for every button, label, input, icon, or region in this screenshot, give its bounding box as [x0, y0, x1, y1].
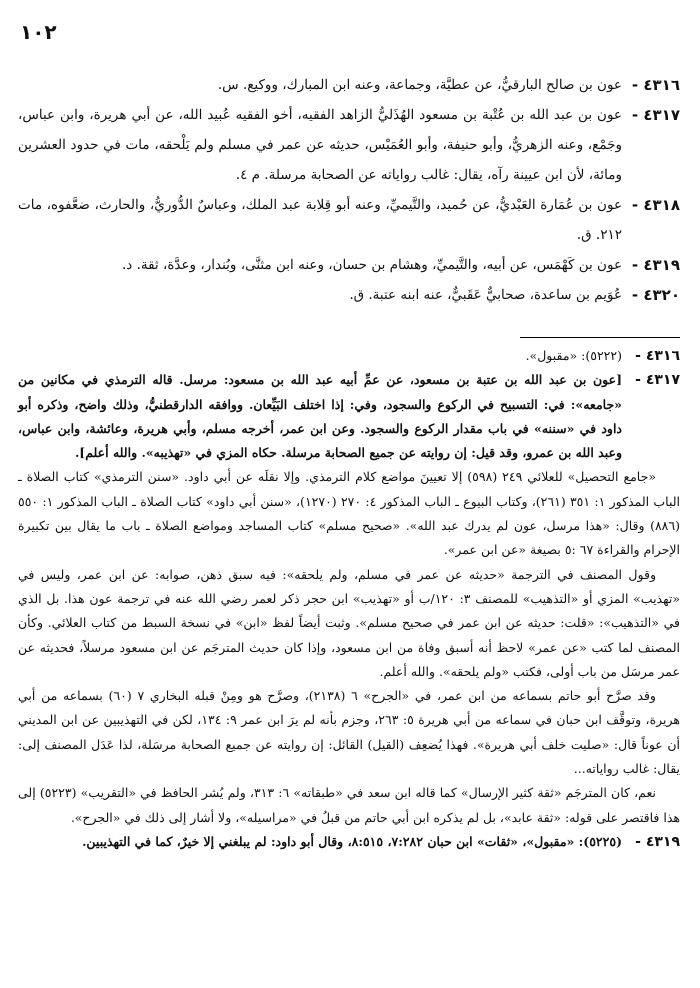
footnote-divider: [520, 337, 680, 338]
entry-number: ٤٣١٨ -: [631, 196, 680, 214]
entry-number: ٤٣١٩ -: [631, 256, 680, 274]
footnotes: [18, 344, 680, 854]
note-number: ٤٣١٦ -: [635, 348, 680, 364]
entry-4320: [18, 280, 680, 310]
note-number: ٤٣١٩ -: [635, 833, 680, 850]
entry-4319: [18, 250, 680, 280]
entry-number: ٤٣٢٠ -: [631, 286, 680, 304]
note-number: ٤٣١٧ -: [635, 372, 680, 389]
entry-text: عون بن صالح البارقيُّ، عن عطيَّة، وجماعة، وعنه ابن المبارك، ووكيع. س.: [217, 77, 622, 93]
note-text: (٥٢٢٢): «مقبول».: [525, 348, 622, 363]
note-paragraph-author-remark: وقول المصنف في الترجمة «حديثه عن عمر في مسلم، ولم يلحقه»: فيه سبق ذهن، صوابه: عن ابن عمر، وليس في «تهذيب» المزي أو «التذهيب» للمصنف ٣: ١٢٠/ب أو «تهذيب» ابن حجر ذكر لعمر رضي الله عنه في ترجمة عون هذا. بل الذي في «التذهيب»: «قلت: حديثه عن ابن عمر في صحيح مسلم». وثبت أيضاً لفظ «ابن» في نسخة السبط من كتاب العلائي. وكأن المصنف لما كتب «عن عمر» لاحظ أنه أسبق وفاة من ابن مسعود، وإذا كان حديث المترجَم عن ابن مسعود مرسلاً، فحديثه عن عمر مرسَل من باب أولى، فكتب «ولم يلحقه». والله أعلم.: [18, 566, 680, 679]
entry-number: ٤٣١٧ -: [631, 106, 680, 124]
entry-text: عون بن عُمَارة العَبْديُّ، عن حُميد، والتَّيميِّ، وعنه أبو قِلابة عبد الملك، وعباسٌ الدُّوريُّ، والحارث، ضعَّفوه، مات ٢١٢. ق.: [18, 197, 622, 243]
entry-4318: [18, 190, 680, 250]
main-text: [18, 70, 680, 310]
entry-text: عون بن كَهْمَس، عن أبيه، والتَّيميِّ، وهشام بن حسان، وعنه ابن مثنَّى، وبُندار، وعدَّة، ثقة. د.: [121, 257, 622, 273]
note-4316: [18, 344, 680, 368]
entry-text: عُوَيم بن ساعدة، صحابيٌّ عَقَبيٌّ، عنه ابنه عتبة. ق.: [349, 287, 622, 303]
note-paragraph-sources: «جامع التحصيل» للعلائي ٢٤٩ (٥٩٨) إلا تعيينَ مواضع كلام الترمذي. وإلا نقلَه عن أبي داود. «سنن الترمذي» كتاب الصلاة ـ الباب المذكور ١: ٣٥١ (٢٦١)، وكتاب البيوع ـ الباب المذكور ٤: ٢٧٠ (١٢٧٠)، «سنن أبي داود» كتاب الصلاة ـ الباب المذكور ١: ٥٥٠ (٨٨٦) وقال: «هذا مرسل، عون لم يدرك عبد الله». «صحيح مسلم» كتاب المساجد ومواضع الصلاة ـ باب ما يقال بين تكبيرة الإحرام والقراءة ٦٧ :٥ بصيغة «عن ابن عمر».: [18, 469, 680, 558]
entry-number: ٤٣١٦ -: [631, 76, 680, 94]
entry-4317: [18, 100, 680, 190]
note-paragraph-conclusion: نعم، كان المترجَم «ثقة كثير الإرسال» كما قاله ابن سعد في «طبقاته» ٦: ٣١٣، ولم يُشر الحافظ في «التقريب» (٥٢٢٣) إلى هذا فاقتصر على قوله: «ثقة عابد»، بل لم يذكره ابن أبي حاتم من قبلُ في «مراسيله»، ولا أشار إلى ذلك في «الجرح».: [18, 785, 680, 825]
note-4317: [18, 368, 680, 465]
entry-text: عون بن عبد الله بن عُتْبة بن مسعود الهُذَليُّ الزاهد الفقيه، أخو الفقيه عُبيد الله، عن أبي هريرة، وابن عباس، وجَمْع، وعنه الزهريُّ، وأبو حنيفة، وأبو العُمَيْس، حديثه عن عمر في مسلم ولم يَلْحقه، مات في حدود العشرين ومائة، لأن ابن عيينة رآه، يقال: غالب رواياته عن الصحابة مرسلة. م ٤.: [18, 107, 622, 183]
entry-4316: [18, 70, 680, 100]
page-number: ١٠٢: [20, 20, 57, 44]
note-text: (٥٢٢٥): «مقبول»، «ثقات» ابن حبان ٧:٢٨٢، ٨:٥١٥، وقال أبو داود: لم يبلغني إلا خيرٌ، كما في التهذيبين.: [82, 833, 622, 849]
note-text: [عون بن عبد الله بن عتبة بن مسعود، عن عمِّ أبيه عبد الله بن مسعود: مرسل. قاله الترمذي في مكانين من «جامعه»: في: التسبيح في الركوع والسجود، وفي: إذا اختلف البَيِّعان. ووافقه الدارقطنيُّ، وذلك واضح، وذكره أبو داود في «سننه» في باب مقدار الركوع والسجود. وعن ابن عمر، أخرجه مسلم، وأبي هريرة، وعائشة، وابن عباس، وعبد الله بن عمرو، وقد قيل: إن روايته عن جميع الصحابة مرسلة. حكاه المزي في «تهذيبه». والله أعلم].: [18, 372, 622, 461]
note-paragraph-hearing: وقد صرَّح أبو حاتم بسماعه من ابن عمر، في «الجرح» ٦ (٢١٣٨)، وصرَّح هو ومِنْ قبله البخاري ٧ (٦٠) بسماعه من أبي هريرة، وتوقَّف ابن حبان في سماعه من أبي هريرة ٥: ٢٦٣، وجزم بأنه لم يرَ ابن عمر ٩: ١٣٤، لكن في التهذيبين عن ابن المديني أن عوناً قال: «صليت خلف أبي هريرة». فهذا يُضعِف (القيل) القائل: إن روايته عن جميع الصحابة مرسَلة، لذا عَدَل المصنف إلى: يقال: غالب رواياته...: [18, 688, 681, 777]
note-4319: [18, 830, 680, 854]
